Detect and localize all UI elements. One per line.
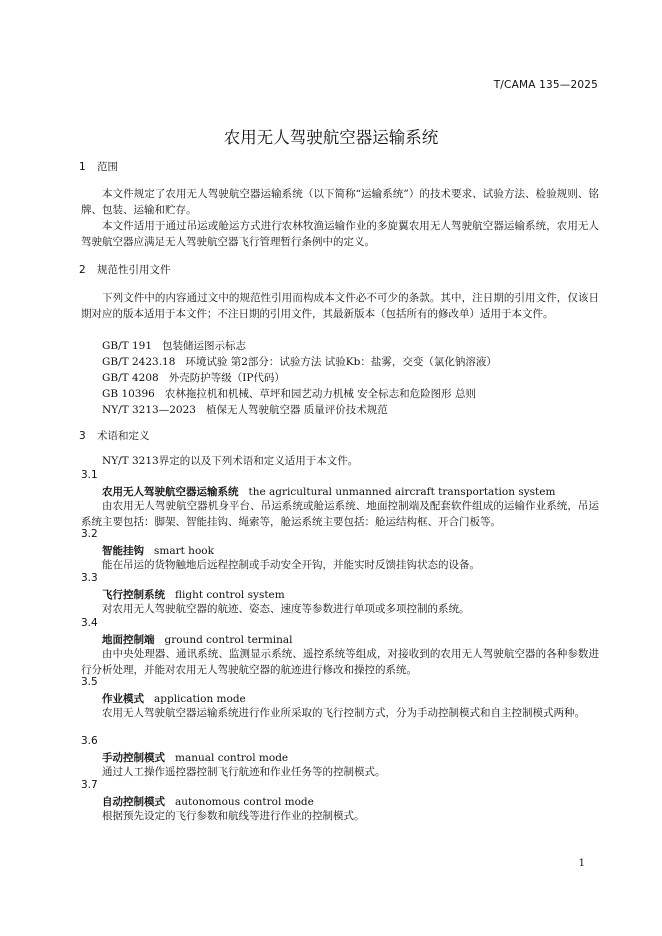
reference-title: 农林拖拉机和机械、草坪和园艺动力机械 安全标志和危险图形 总则 [164, 388, 477, 400]
term-heading [102, 691, 246, 706]
section-number: 3 [79, 430, 86, 442]
section-1-paragraph-2: 本文件适用于通过吊运或舱运方式进行农林牧渔运输作业的多旋翼农用无人驾驶航空器运输系统，农用无人驾驶航空器应满足无人驾驶航空器飞行管理暂行条例中的定义。 [81, 220, 599, 248]
term-number: 3.7 [81, 779, 98, 791]
reference-title: 外壳防护等级（IP代码） [168, 372, 285, 384]
reference-title: 包装储运图示标志 [162, 340, 247, 352]
term-definition: 由中央处理器、通讯系统、监测显示系统、遥控系统等组成，对接收到的农用无人驾驶航空器的各种参数进行分析处理，并能对农用无人驾驶航空器的航迹进行修改和操控的系统。 [81, 648, 599, 676]
reference-code: GB/T 4208 [102, 372, 159, 384]
term-heading [102, 794, 314, 809]
term-heading [102, 484, 555, 499]
term-heading [102, 750, 288, 765]
section-number: 2 [79, 264, 86, 276]
reference-code: GB/T 191 [102, 340, 153, 352]
page-number: 1 [578, 858, 585, 869]
term-en: manual control mode [175, 752, 289, 764]
term-zh: 自动控制模式 [102, 796, 165, 808]
term-en: application mode [154, 693, 246, 705]
term-definition: 由农用无人驾驶航空器机身平台、吊运系统或舱运系统、地面控制端及配套软件组成的运输作业系统，吊运系统主要包括：脚架、智能挂钩、绳索等，舱运系统主要包括：舱运结构框、开合门板等。 [81, 500, 599, 528]
section-3-intro: NY/T 3213界定的以及下列术语和定义适用于本文件。 [102, 455, 359, 467]
term-heading [102, 632, 293, 647]
term-number: 3.5 [81, 676, 98, 688]
section-title: 规范性引用文件 [97, 264, 171, 276]
term-definition: 根据预先设定的飞行参数和航线等进行作业的控制模式。 [102, 810, 365, 822]
section-2-heading [79, 262, 171, 277]
term-definition: 对农用无人驾驶航空器的航迹、姿态、速度等参数进行单项或多项控制的系统。 [102, 603, 470, 615]
reference-code: GB/T 2423.18 [102, 356, 176, 368]
reference-code: GB 10396 [102, 388, 155, 400]
section-title: 术语和定义 [97, 430, 150, 442]
term-number: 3.6 [81, 735, 98, 747]
term-number: 3.2 [81, 528, 98, 540]
term-en: smart hook [154, 545, 214, 557]
section-number: 1 [79, 161, 86, 173]
term-number: 3.3 [81, 572, 98, 584]
section-title: 范围 [97, 161, 118, 173]
term-heading [102, 543, 214, 558]
term-definition: 能在吊运的货物触地后远程控制或手动安全开钩，并能实时反馈挂钩状态的设备。 [102, 559, 480, 571]
reference-item [102, 402, 388, 417]
reference-item [102, 338, 246, 353]
term-zh: 农用无人驾驶航空器运输系统 [102, 486, 239, 498]
term-number: 3.1 [81, 469, 98, 481]
term-heading [102, 587, 285, 602]
term-en: ground control terminal [164, 634, 293, 646]
reference-title: 环境试验 第2部分：试验方法 试验Kb：盐雾，交变（氯化钠溶液） [185, 356, 497, 368]
reference-title: 植保无人驾驶航空器 质量评价技术规范 [205, 404, 388, 416]
reference-code: NY/T 3213—2023 [102, 404, 196, 416]
standard-code: T/CAMA 135—2025 [493, 79, 598, 91]
term-zh: 智能挂钩 [102, 545, 144, 557]
term-zh: 手动控制模式 [102, 752, 165, 764]
term-en: the agricultural unmanned aircraft transportation system [248, 486, 556, 498]
reference-item [102, 354, 497, 369]
document-title: 农用无人驾驶航空器运输系统 [223, 128, 439, 147]
term-en: flight control system [175, 589, 285, 601]
term-zh: 飞行控制系统 [102, 589, 165, 601]
term-zh: 地面控制端 [102, 634, 155, 646]
section-2-paragraph-1: 下列文件中的内容通过文中的规范性引用而构成本文件必不可少的条款。其中，注日期的引用文件，仅该日期对应的版本适用于本文件；不注日期的引用文件，其最新版本（包括所有的修改单）适用于本文件。 [81, 292, 599, 320]
term-number: 3.4 [81, 617, 98, 629]
section-1-paragraph-1: 本文件规定了农用无人驾驶航空器运输系统（以下简称“运输系统”）的技术要求、试验方法、检验规则、铭牌、包装、运输和贮存。 [81, 188, 599, 216]
term-zh: 作业模式 [102, 693, 144, 705]
reference-item [102, 370, 285, 385]
section-1-heading [79, 159, 118, 174]
term-en: autonomous control mode [175, 796, 314, 808]
term-definition: 通过人工操作遥控器控制飞行航迹和作业任务等的控制模式。 [102, 766, 386, 778]
term-definition: 农用无人驾驶航空器运输系统进行作业所采取的飞行控制方式，分为手动控制模式和自主控制模式两种。 [102, 707, 585, 719]
section-3-heading [79, 428, 150, 443]
reference-item [102, 386, 476, 401]
